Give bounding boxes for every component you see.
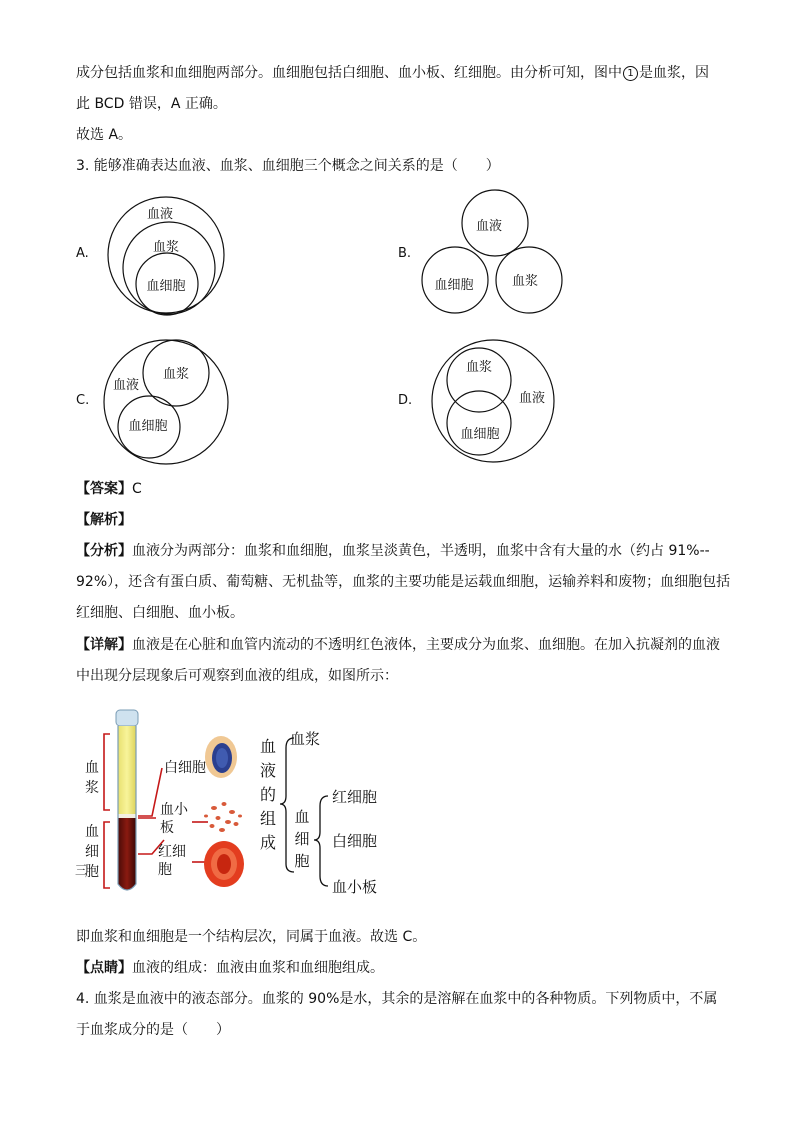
plasma-bracket <box>104 734 110 810</box>
q4-line2: 于血浆成分的是（ ） <box>76 1022 230 1038</box>
tube-label-cells-2: 细 <box>85 844 99 860</box>
q2-line1-after: 是血浆，因 <box>639 65 709 81</box>
detail-text1: 血液是在心脏和血管内流动的不透明红色液体，主要成分为血浆、血细胞。在加入抗凝剂的血液 <box>132 637 720 653</box>
option-b-label-cells: 血细胞 <box>434 278 474 293</box>
tube-label-plasma-2: 浆 <box>85 780 99 796</box>
option-a-letter: A. <box>76 246 89 261</box>
q2-line1-before: 成分包括血浆和血细胞两部分。血细胞包括白细胞、血小板、红细胞。由分析可知，图中 <box>76 65 622 81</box>
q2-conclusion: 故选 A。 <box>76 127 133 143</box>
label-platelet-1: 血小 <box>160 802 188 818</box>
tree-cells-3: 胞 <box>294 852 310 870</box>
option-d-cells-circle <box>447 391 511 455</box>
platelets-image <box>204 802 242 832</box>
option-b-letter: B. <box>398 246 412 261</box>
q3-question: 3. 能够准确表达血液、血浆、血细胞三个概念之间关系的是（ ） <box>76 158 500 174</box>
label-rbc-2: 胞 <box>158 862 172 878</box>
tree-red: 红细胞 <box>332 788 378 806</box>
option-a-diagram <box>100 190 240 320</box>
stray-mark-tick: 三 <box>75 863 88 877</box>
tube-label-cells-3: 胞 <box>85 864 99 880</box>
label-platelet-2: 板 <box>160 820 174 836</box>
point-line <box>76 958 384 978</box>
tube-label-plasma-1: 血 <box>85 760 99 776</box>
analysis-tag: 【分析】 <box>76 543 132 559</box>
option-c-label-cells: 血细胞 <box>128 419 168 434</box>
tree-brace-cells <box>314 796 328 886</box>
tree-blood-4: 组 <box>259 809 277 828</box>
detail-line2: 中出现分层现象后可观察到血液的组成，如图所示： <box>76 668 398 684</box>
cells-bracket <box>104 822 110 888</box>
label-rbc-1: 红细 <box>158 844 186 860</box>
detail-tag: 【详解】 <box>76 637 132 653</box>
analysis-line2: 92%），还含有蛋白质、葡萄糖、无机盐等，血浆的主要功能是运载血细胞，运输养料和废物；血细胞包括 <box>76 574 731 590</box>
tree-blood-1: 血 <box>259 737 277 756</box>
tree-blood-3: 的 <box>259 785 277 804</box>
q2-explanation-line2: 此 BCD 错误，A 正确。 <box>76 96 227 112</box>
tree-blood-2: 液 <box>259 761 277 780</box>
option-a-middle-circle <box>123 222 215 314</box>
analysis-text1: 血液分为两部分：血浆和血细胞，血浆呈淡黄色，半透明，血浆中含有大量的水（约占 91%-- <box>132 543 710 559</box>
option-c-diagram <box>100 332 240 472</box>
detail-line1 <box>76 635 720 655</box>
option-b-diagram <box>418 186 568 316</box>
tree-small: 血小板 <box>332 878 378 896</box>
answer-tag: 【答案】 <box>76 481 132 497</box>
point-tag: 【点睛】 <box>76 960 132 976</box>
option-a-label-cells: 血细胞 <box>146 279 186 294</box>
tree-brace-main <box>280 738 294 872</box>
tube-buffy-layer <box>118 814 136 818</box>
analysis-line1 <box>76 541 710 561</box>
point-text: 血液的组成：血液由血浆和血细胞组成。 <box>132 960 384 976</box>
option-b-label-plasma: 血浆 <box>511 274 539 289</box>
option-d-plasma-circle <box>447 348 511 412</box>
tree-white: 白细胞 <box>332 832 378 850</box>
summary-line: 即血浆和血细胞是一个结构层次，同属于血液。故选 C。 <box>76 929 427 945</box>
analysis-line3: 红细胞、白细胞、血小板。 <box>76 605 244 621</box>
option-c-label-blood: 血液 <box>112 378 140 393</box>
tree-cells-2: 细 <box>294 830 310 848</box>
option-d-label-plasma: 血浆 <box>465 360 493 375</box>
blood-composition-figure <box>72 704 412 904</box>
q2-explanation-line1 <box>76 63 709 83</box>
q4-line1: 4. 血浆是血液中的液态部分。血浆的 90%是水，其余的是溶解在血浆中的各种物质。下列物质中，不属 <box>76 991 718 1007</box>
wbc-image <box>205 736 237 778</box>
option-d-letter: D. <box>398 393 413 408</box>
tube-plasma-layer <box>118 726 136 814</box>
rbc-image <box>204 841 244 887</box>
wbc-pointer <box>138 768 162 816</box>
option-c-label-plasma: 血浆 <box>162 367 190 382</box>
label-wbc: 白细胞 <box>164 760 206 776</box>
option-b-label-blood: 血液 <box>475 219 503 234</box>
tube-cell-layer <box>118 818 136 890</box>
option-a-label-blood: 血液 <box>146 207 174 222</box>
option-c-letter: C. <box>76 393 90 408</box>
option-a-label-plasma: 血浆 <box>152 240 180 255</box>
option-d-diagram <box>430 338 570 468</box>
test-tube <box>116 710 138 890</box>
analysis-header: 【解析】 <box>76 512 132 528</box>
answer-value: C <box>132 481 142 497</box>
tree-blood-5: 成 <box>259 833 277 852</box>
option-c-outer-circle <box>104 340 228 464</box>
tree-plasma: 血浆 <box>290 730 321 748</box>
tube-rim <box>116 710 138 726</box>
wbc-nucleus-inner <box>216 748 228 768</box>
tree-cells-1: 血 <box>294 808 310 826</box>
option-d-label-blood: 血液 <box>518 391 546 406</box>
rbc-center <box>217 854 231 874</box>
answer-line <box>76 479 142 499</box>
circled-number: 1 <box>623 66 638 81</box>
option-d-label-cells: 血细胞 <box>460 427 500 442</box>
tube-label-cells-1: 血 <box>85 824 99 840</box>
